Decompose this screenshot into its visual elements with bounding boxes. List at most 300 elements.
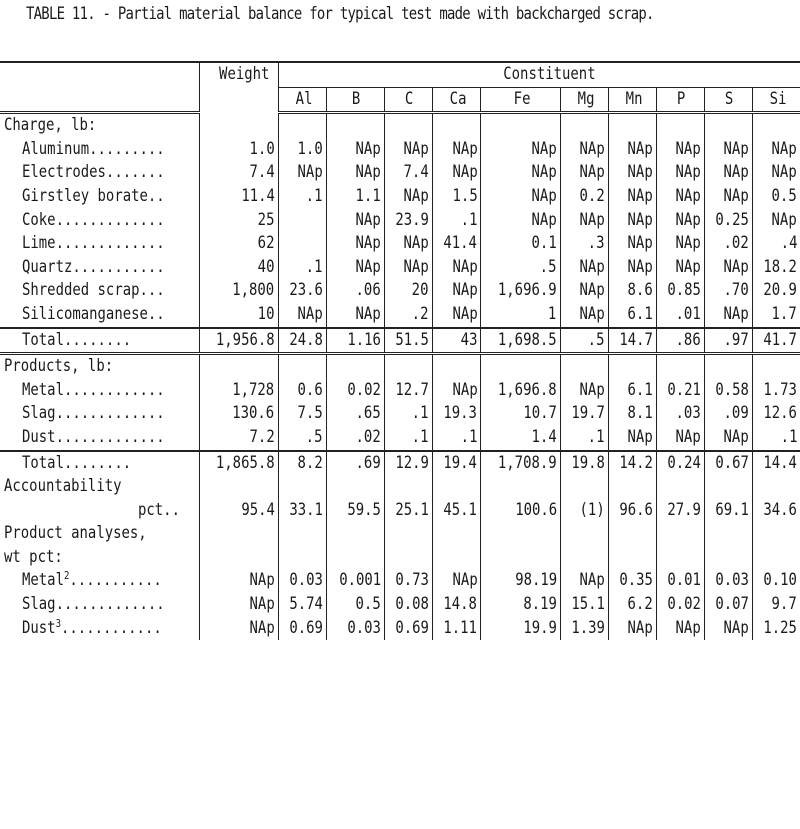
value-cell (752, 593, 800, 617)
value-cell (704, 617, 752, 641)
value-cell (752, 451, 800, 476)
row-label-text: Dust (22, 617, 56, 638)
constituent-value: 0.85 (666, 280, 701, 301)
value-cell (656, 379, 704, 403)
value-cell (278, 328, 326, 354)
value-cell (326, 617, 384, 641)
accountability-row (0, 499, 800, 523)
empty-cell (326, 113, 384, 138)
weight-value: 95.4 (241, 499, 275, 520)
header-constituent (278, 62, 800, 87)
header-weight (200, 62, 279, 113)
constituent-value: .5 (587, 329, 605, 350)
row-label-text: Slag............. (22, 403, 165, 424)
row-label-cell (0, 402, 200, 426)
value-cell (608, 569, 656, 593)
row-label-text: Dust............. (22, 426, 165, 447)
constituent-value: NAp (403, 256, 429, 277)
value-cell (656, 256, 704, 280)
constituent-value: 1.0 (297, 138, 323, 159)
header-element (326, 87, 384, 113)
constituent-value: 23.9 (395, 209, 429, 230)
constituent-value: NAp (771, 162, 797, 183)
value-cell (326, 303, 384, 328)
value-cell (752, 279, 800, 303)
constituent-value: 19.9 (523, 617, 557, 638)
row-label (22, 161, 165, 185)
weight-value: 1,865.8 (215, 452, 275, 473)
header-element (384, 87, 432, 113)
constituent-value: NAp (403, 185, 429, 206)
constituent-value: 8.2 (297, 452, 323, 473)
value-cell (608, 426, 656, 451)
value-cell (656, 209, 704, 233)
constituent-value: NAp (355, 256, 381, 277)
empty-cell (278, 475, 326, 499)
value-cell (384, 328, 432, 354)
constituent-value: .97 (723, 329, 749, 350)
value-cell (704, 593, 752, 617)
constituent-value: 14.8 (443, 594, 478, 615)
element-label: Fe (513, 88, 531, 109)
empty-cell (608, 546, 656, 570)
weight-cell (200, 402, 279, 426)
value-cell (384, 279, 432, 303)
value-cell (752, 379, 800, 403)
row-label (22, 569, 162, 593)
constituent-value: NAp (579, 570, 605, 591)
charge-row (0, 138, 800, 162)
constituent-value: 0.02 (666, 594, 701, 615)
empty-cell (481, 522, 560, 546)
constituent-value: 0.1 (531, 233, 557, 254)
footnote-marker: 3 (55, 616, 62, 630)
header-weight-label: Weight (219, 64, 270, 84)
constituent-value: 14.7 (619, 329, 653, 350)
section-wtpct-label: wt pct: (4, 546, 63, 567)
constituent-value: NAp (723, 185, 749, 206)
constituent-value: .1 (305, 185, 323, 206)
constituent-value: NAp (675, 426, 701, 447)
value-cell (560, 617, 608, 641)
value-cell (326, 185, 384, 209)
value-cell (278, 426, 326, 451)
constituent-value: NAp (452, 256, 478, 277)
empty-cell (384, 546, 432, 570)
product-total-row (0, 451, 800, 476)
material-balance-table (0, 61, 800, 640)
value-cell (278, 402, 326, 426)
empty-cell (326, 354, 384, 379)
value-cell (608, 279, 656, 303)
weight-cell (200, 303, 279, 328)
value-cell (278, 617, 326, 641)
constituent-value: 23.6 (289, 280, 323, 301)
section-products-label: Products, lb: (4, 356, 114, 377)
value-cell (432, 256, 480, 280)
constituent-value: NAp (355, 303, 381, 324)
row-label-cell (0, 232, 200, 256)
row-label-cell (0, 185, 200, 209)
value-cell (481, 232, 560, 256)
constituent-value: 19.4 (443, 452, 478, 473)
header-blank (0, 62, 200, 87)
value-cell (326, 256, 384, 280)
constituent-value: 6.1 (627, 379, 653, 400)
constituent-value: 1,696.8 (497, 379, 557, 400)
weight-cell (200, 256, 279, 280)
row-label-cell (0, 426, 200, 451)
row-label (138, 499, 180, 523)
header-element (752, 87, 800, 113)
weight-cell (200, 279, 279, 303)
section-analyses-cell (0, 522, 200, 546)
section-wtpct-cell (0, 546, 200, 570)
constituent-value: 18.2 (763, 256, 797, 277)
row-label-text: Slag............. (22, 594, 165, 615)
value-cell (432, 402, 480, 426)
weight-cell (200, 209, 279, 233)
row-label-cell (0, 256, 200, 280)
constituent-value: .1 (460, 426, 478, 447)
value-cell (560, 451, 608, 476)
value-cell (326, 379, 384, 403)
constituent-value: NAp (723, 256, 749, 277)
constituent-value: 8.6 (627, 280, 653, 301)
constituent-value: 0.5 (355, 594, 381, 615)
value-cell (560, 209, 608, 233)
constituent-value: .86 (675, 329, 701, 350)
value-cell (656, 279, 704, 303)
value-cell (326, 209, 384, 233)
value-cell (481, 569, 560, 593)
weight-value: 40 (257, 256, 275, 277)
constituent-value: NAp (403, 233, 429, 254)
constituent-value: .1 (412, 403, 429, 424)
constituent-value: 12.9 (395, 452, 429, 473)
value-cell (278, 593, 326, 617)
value-cell (481, 209, 560, 233)
constituent-value: 45.1 (443, 499, 478, 520)
constituent-value: 43 (460, 329, 478, 350)
constituent-value: NAp (452, 570, 478, 591)
row-label (22, 209, 165, 233)
empty-cell (481, 113, 560, 138)
empty-cell (432, 522, 480, 546)
constituent-value: NAp (355, 138, 381, 159)
value-cell (608, 379, 656, 403)
element-label: S (724, 88, 734, 109)
value-cell (432, 209, 480, 233)
value-cell (432, 451, 480, 476)
section-products-cell (0, 354, 200, 379)
constituent-value: 1 (548, 303, 557, 324)
section-charge (0, 113, 800, 138)
constituent-value: .06 (355, 280, 381, 301)
value-cell (704, 161, 752, 185)
row-label-cell (0, 303, 200, 328)
constituent-value: NAp (627, 256, 653, 277)
constituent-value: 0.58 (715, 379, 749, 400)
value-cell (560, 499, 608, 523)
value-cell (278, 209, 326, 233)
row-label-text: Lime............. (22, 233, 165, 254)
constituent-value: 19.8 (571, 452, 605, 473)
constituent-value: NAp (452, 138, 478, 159)
element-label: Al (295, 88, 313, 109)
weight-value: 25 (257, 209, 275, 230)
weight-value: 1.0 (249, 138, 275, 159)
element-label: Si (769, 88, 787, 109)
value-cell (432, 279, 480, 303)
empty-cell (608, 113, 656, 138)
value-cell (278, 138, 326, 162)
value-cell (432, 185, 480, 209)
value-cell (752, 569, 800, 593)
constituent-value: NAp (355, 209, 381, 230)
value-cell (704, 499, 752, 523)
constituent-value: NAp (675, 256, 701, 277)
constituent-value: 98.19 (514, 570, 557, 591)
empty-cell (704, 354, 752, 379)
header-constituent-label: Constituent (503, 64, 596, 84)
empty-cell (560, 522, 608, 546)
value-cell (608, 593, 656, 617)
value-cell (752, 426, 800, 451)
header-element (608, 87, 656, 113)
constituent-value: 0.69 (395, 617, 429, 638)
value-cell (384, 379, 432, 403)
constituent-value: NAp (452, 379, 478, 400)
empty-cell (481, 475, 560, 499)
row-label (22, 279, 165, 303)
row-label-cell (0, 617, 200, 641)
constituent-value: 0.69 (289, 617, 323, 638)
element-label: Ca (449, 88, 467, 109)
value-cell (432, 593, 480, 617)
row-label-text: Electrodes....... (22, 162, 165, 183)
constituent-value: 0.10 (763, 570, 797, 591)
row-label-cell (0, 138, 200, 162)
row-label (22, 452, 131, 476)
empty-cell (432, 354, 480, 379)
value-cell (704, 569, 752, 593)
value-cell (432, 426, 480, 451)
constituent-value: 1,708.9 (497, 452, 557, 473)
constituent-value: .70 (723, 280, 749, 301)
empty-cell (608, 522, 656, 546)
empty-cell (481, 354, 560, 379)
row-label-text: Total........ (22, 329, 132, 350)
value-cell (608, 185, 656, 209)
value-cell (384, 232, 432, 256)
value-cell (278, 279, 326, 303)
weight-value: NAp (249, 570, 275, 591)
header-element (432, 87, 480, 113)
constituent-value: .2 (412, 303, 429, 324)
weight-value: 7.4 (249, 162, 275, 183)
empty-cell (432, 113, 480, 138)
constituent-value: .09 (723, 403, 749, 424)
constituent-value: NAp (579, 162, 605, 183)
constituent-value: NAp (675, 185, 701, 206)
empty-cell (608, 354, 656, 379)
charge-row (0, 185, 800, 209)
constituent-value: NAp (403, 138, 429, 159)
constituent-value: 69.1 (715, 499, 749, 520)
constituent-value: NAp (355, 233, 381, 254)
value-cell (656, 185, 704, 209)
value-cell (560, 279, 608, 303)
constituent-value: NAp (627, 185, 653, 206)
product-row (0, 402, 800, 426)
constituent-value: NAp (675, 162, 701, 183)
value-cell (384, 256, 432, 280)
value-cell (608, 138, 656, 162)
constituent-value: NAp (675, 138, 701, 159)
constituent-value: NAp (355, 162, 381, 183)
row-label-text: Metal............ (22, 379, 165, 400)
value-cell (278, 303, 326, 328)
constituent-value: 0.24 (666, 452, 701, 473)
value-cell (432, 569, 480, 593)
value-cell (481, 379, 560, 403)
value-cell (481, 303, 560, 328)
row-label-cell (0, 209, 200, 233)
charge-row (0, 303, 800, 328)
leader-dots: ........... (69, 570, 162, 591)
constituent-value: NAp (297, 162, 323, 183)
value-cell (278, 256, 326, 280)
constituent-value: NAp (627, 209, 653, 230)
header-row-2 (0, 87, 800, 113)
constituent-value: NAp (579, 138, 605, 159)
value-cell (704, 328, 752, 354)
constituent-value: NAp (531, 162, 557, 183)
value-cell (278, 185, 326, 209)
constituent-value: 5.74 (289, 594, 323, 615)
constituent-value: 0.35 (619, 570, 653, 591)
charge-row (0, 161, 800, 185)
constituent-value: 34.6 (763, 499, 797, 520)
value-cell (656, 593, 704, 617)
section-accountability-cell (0, 475, 200, 499)
row-label-cell (0, 569, 200, 593)
constituent-value: 41.4 (443, 233, 478, 254)
value-cell (560, 161, 608, 185)
value-cell (278, 451, 326, 476)
row-label-cell (0, 161, 200, 185)
section-products (0, 354, 800, 379)
constituent-value: 0.73 (395, 570, 429, 591)
value-cell (481, 402, 560, 426)
constituent-value: NAp (579, 209, 605, 230)
empty-cell (752, 522, 800, 546)
empty-cell (278, 113, 326, 138)
value-cell (560, 138, 608, 162)
value-cell (704, 138, 752, 162)
value-cell (384, 138, 432, 162)
empty-cell (704, 546, 752, 570)
value-cell (608, 209, 656, 233)
header-blank-2 (0, 87, 200, 113)
empty-cell (704, 522, 752, 546)
constituent-value: NAp (452, 280, 478, 301)
empty-cell (752, 113, 800, 138)
constituent-value: 8.19 (523, 594, 557, 615)
row-label (22, 138, 165, 162)
value-cell (608, 161, 656, 185)
section-accountability (0, 475, 800, 499)
row-label-text: Quartz........... (22, 256, 165, 277)
element-label: C (405, 88, 414, 109)
row-label-text: Aluminum......... (22, 138, 165, 159)
row-label-cell (0, 499, 200, 523)
constituent-value: NAp (452, 303, 478, 324)
leader-dots: ............ (61, 617, 162, 638)
constituent-value: 41.7 (763, 329, 797, 350)
table-title: TABLE 11. - Partial material balance for typical test made with backcharged scrap. (26, 4, 654, 24)
weight-cell (200, 161, 279, 185)
row-label-text: Silicomanganese.. (22, 303, 165, 324)
constituent-value: NAp (675, 233, 701, 254)
constituent-value: NAp (579, 303, 605, 324)
header-element (278, 87, 326, 113)
value-cell (326, 138, 384, 162)
row-label (22, 232, 165, 256)
value-cell (656, 303, 704, 328)
row-label (22, 303, 165, 327)
constituent-value: 8.1 (627, 403, 653, 424)
value-cell (752, 402, 800, 426)
constituent-value: 6.1 (627, 303, 653, 324)
value-cell (656, 232, 704, 256)
constituent-value: NAp (723, 162, 749, 183)
value-cell (481, 426, 560, 451)
constituent-value: NAp (531, 138, 557, 159)
analysis-row (0, 617, 800, 641)
row-label-text: Shredded scrap... (22, 280, 165, 301)
value-cell (560, 402, 608, 426)
constituent-value: 12.6 (763, 403, 797, 424)
empty-cell (656, 522, 704, 546)
constituent-value: 15.1 (571, 594, 605, 615)
constituent-value: NAp (579, 379, 605, 400)
value-cell (608, 256, 656, 280)
constituent-value: 0.03 (289, 570, 323, 591)
value-cell (326, 451, 384, 476)
weight-cell (200, 328, 279, 354)
constituent-value: 1,696.9 (497, 280, 557, 301)
empty-cell (481, 546, 560, 570)
constituent-value: 0.08 (395, 594, 429, 615)
constituent-value: 9.7 (771, 594, 797, 615)
section-analyses-label: Product analyses, (4, 523, 147, 544)
constituent-value: .69 (355, 452, 381, 473)
constituent-value: 1.73 (763, 379, 797, 400)
constituent-value: 12.7 (395, 379, 429, 400)
product-row (0, 426, 800, 451)
value-cell (278, 232, 326, 256)
section-analyses (0, 522, 800, 546)
weight-cell (200, 138, 279, 162)
weight-cell (200, 379, 279, 403)
constituent-value: 19.3 (443, 403, 478, 424)
constituent-value: 0.2 (579, 185, 605, 206)
value-cell (704, 185, 752, 209)
value-cell (560, 569, 608, 593)
value-cell (326, 593, 384, 617)
